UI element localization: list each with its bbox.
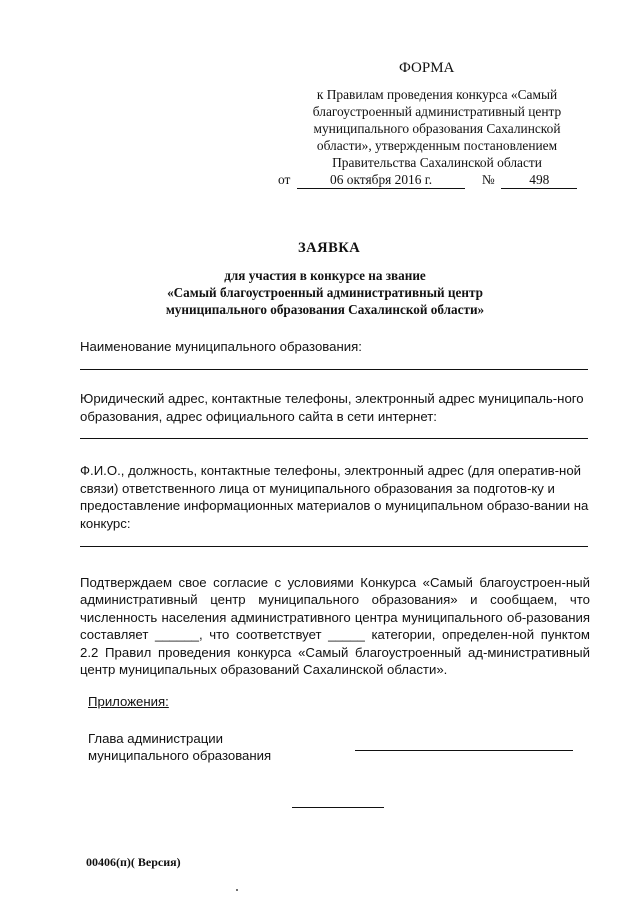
subtitle-line: для участия в конкурсе на звание (224, 268, 426, 283)
signature-label (88, 730, 271, 764)
legal-address-label: Юридический адрес, контактные телефоны, электронный адрес муниципаль-ного образования, адрес официального сайта в сети интернет: (80, 391, 584, 424)
form-label: ФОРМА (399, 60, 455, 76)
preamble-line: области», утвержденным постановлением (316, 138, 558, 153)
separator-line (292, 807, 384, 808)
signature-label-line: Глава администрации (88, 731, 223, 746)
signature-label-line: муниципального образования (88, 748, 272, 763)
signature-line (355, 750, 573, 751)
preamble-line: муниципального образования Сахалинской (313, 121, 561, 136)
preamble-line: к Правилам проведения конкурса «Самый (316, 87, 558, 102)
document-subtitle (130, 267, 520, 318)
date-prefix: от (278, 172, 291, 187)
subtitle-line: «Самый благоустроенный административный центр (167, 285, 483, 300)
responsible-person-line (80, 546, 588, 547)
preamble (278, 86, 596, 189)
scan-speck (236, 889, 238, 891)
number-prefix: № (481, 172, 495, 187)
consent-paragraph: Подтверждаем свое согласие с условиями Конкурса «Самый благоустроен-ный административный центр муниципального образования» и сообщаем, что численность населения административного центра муниципального об-разования составляет ______, что соответствует _____ категории, определен-ной пунктом 2.2 Правил проведения конкурса «Самый благоустроенный ад-министративный центр муниципальных образований Сахалинской области». (80, 575, 590, 678)
attachments-label: Приложения: (88, 694, 169, 709)
preamble-line: благоустроенный административный центр (312, 104, 562, 119)
responsible-person-label: Ф.И.О., должность, контактные телефоны, электронный адрес (для оператив-ной связи) ответственного лица от муниципального образования за подготов-ку и предоставление информационных материалов о муниципальном образо-вании на конкурс: (80, 463, 589, 531)
document-title: ЗАЯВКА (298, 240, 361, 256)
municipality-name-label: Наименование муниципального образования: (80, 339, 362, 354)
subtitle-line: муниципального образования Сахалинской области» (165, 302, 485, 317)
date-number-line (278, 171, 596, 189)
date-value: 06 октября 2016 г. (297, 171, 465, 189)
municipality-name-line (80, 369, 588, 370)
legal-address-line (80, 438, 588, 439)
document-code: 00406(п)( Версия) (86, 855, 181, 869)
preamble-line: Правительства Сахалинской области (332, 155, 542, 170)
number-value: 498 (501, 171, 577, 189)
